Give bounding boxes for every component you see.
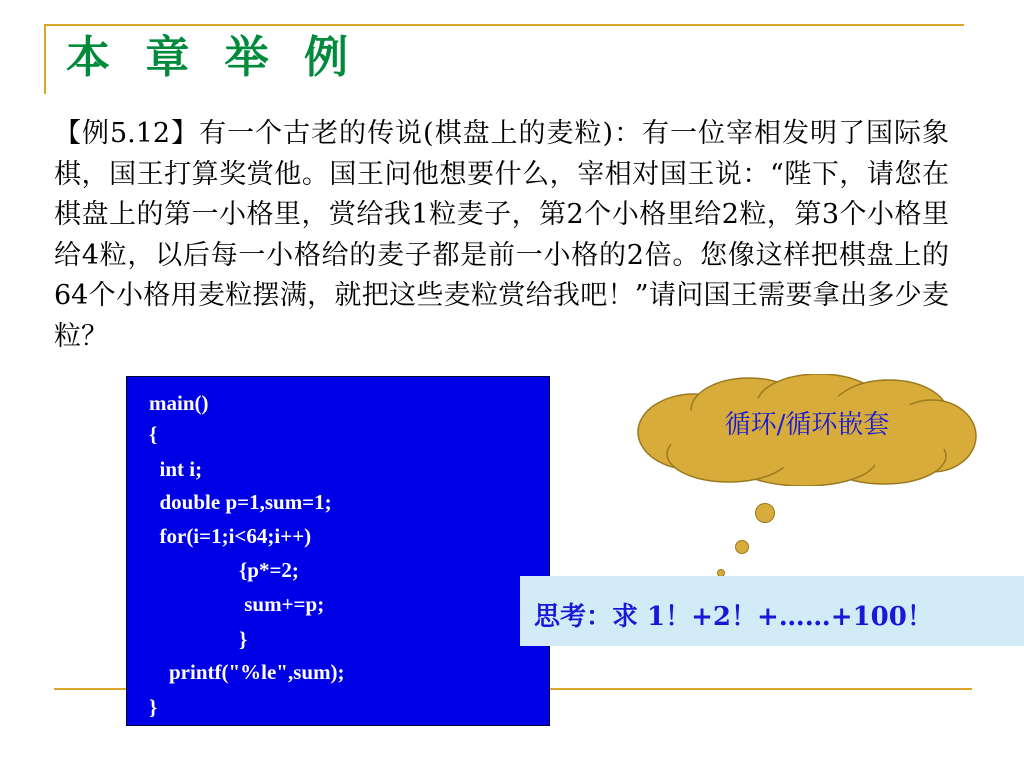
think-label: 思考：求 1！+2！+……+100！ (534, 602, 933, 632)
example-paragraph: 【例5.12】有一个古老的传说(棋盘上的麦粒)：有一位宰相发明了国际象棋，国王打算奖赏他。国王问他想要什么，宰相对国王说：“陛下，请您在棋盘上的第一小格里，赏给我1粒麦子，第2个小格里给2粒，第3个小格里给4粒，以后每一小格给的麦子都是前一小格的2倍。您像这样把棋盘上的64个小格用麦粒摆满，就把这些麦粒赏给我吧！”请问国王需要拿出多少麦粒？ (54, 118, 949, 352)
code-line: main() (149, 391, 209, 415)
top-rule (44, 24, 964, 26)
thought-bubble-large (755, 503, 775, 523)
thought-cloud (634, 374, 980, 486)
code-line: } (239, 627, 248, 651)
think-box (520, 576, 1024, 646)
thought-bubble-medium (735, 540, 749, 554)
code-line: double p=1,sum=1; (149, 490, 332, 514)
code-line: { (149, 422, 158, 446)
code-line: sum+=p; (239, 592, 325, 616)
left-rule (44, 24, 46, 94)
code-line: int i; (149, 457, 203, 481)
code-block (126, 376, 550, 726)
slide-title: 本 章 举 例 (66, 32, 358, 83)
code-line: {p*=2; (239, 558, 299, 582)
code-line: for(i=1;i<64;i++) (149, 524, 312, 548)
code-line: printf("%le",sum); (169, 660, 345, 684)
cloud-label: 循环/循环嵌套 (724, 410, 890, 440)
code-line: } (149, 695, 158, 719)
